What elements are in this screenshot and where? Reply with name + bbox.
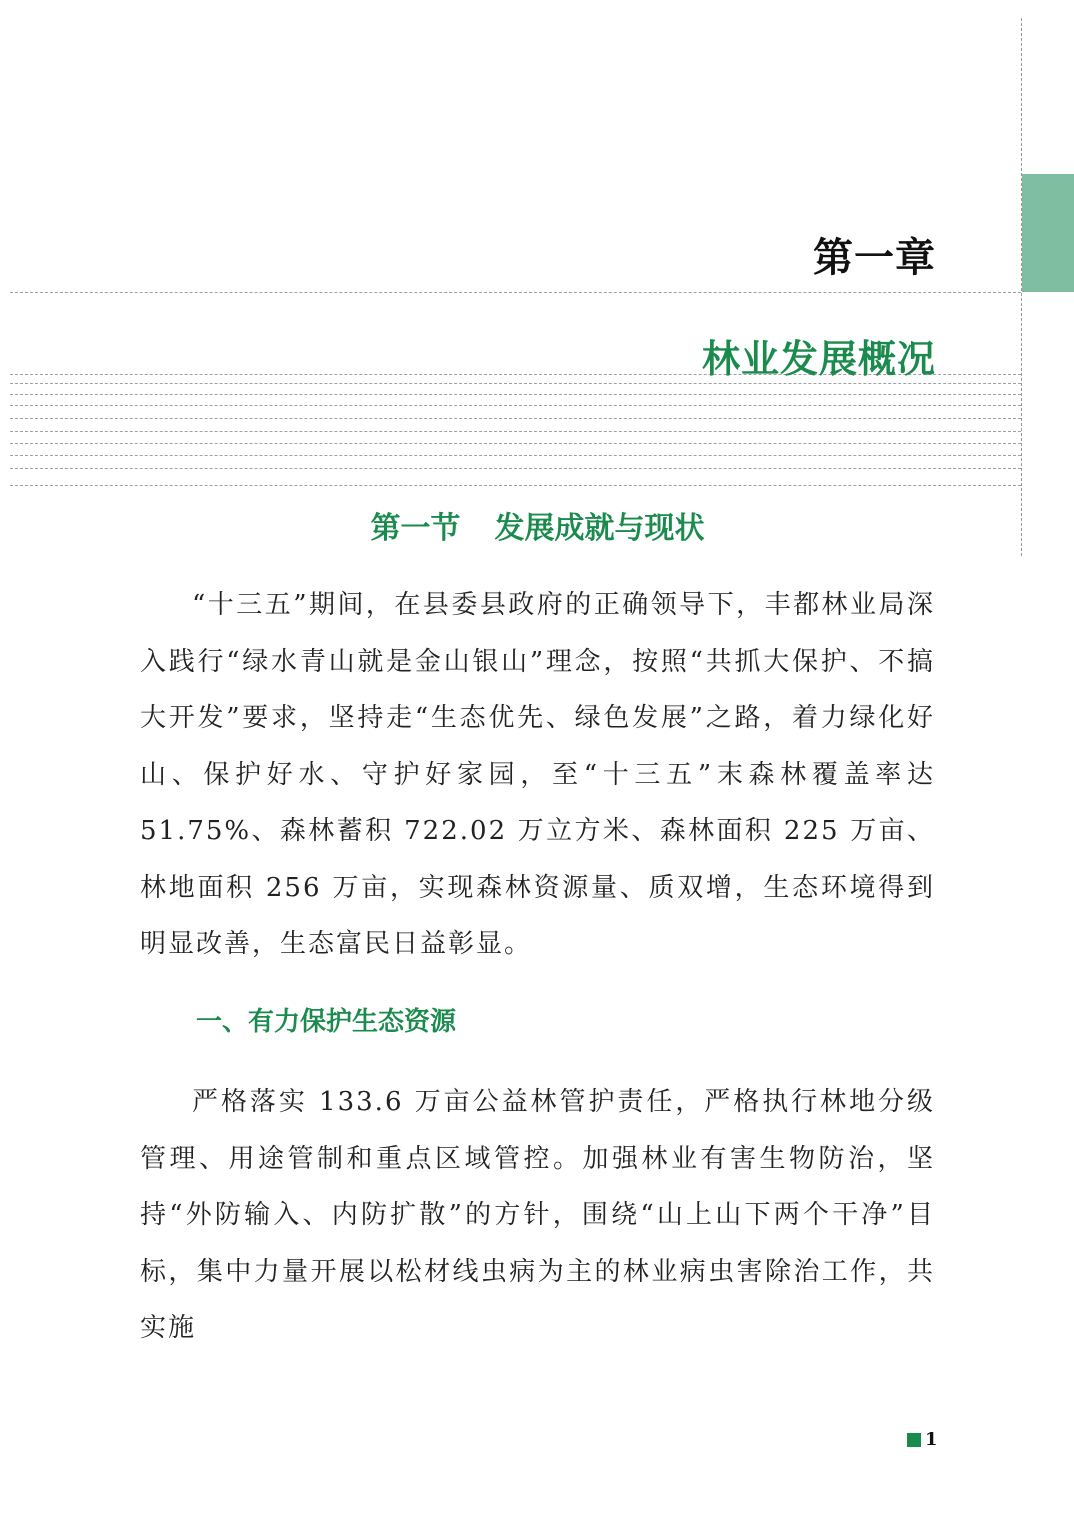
protection-paragraph: 严格落实 133.6 万亩公益林管护责任，严格执行林地分级管理、用途管制和重点区域管控。加强林业有害生物防治，坚持“外防输入、内防扩散”的方针，围绕“山上山下两个干净”目标，集中力量开展以松材线虫病为主的林业病虫害除治工作，共实施 <box>140 1087 935 1343</box>
divider-line <box>10 455 1021 456</box>
intro-paragraph: “十三五”期间，在县委县政府的正确领导下，丰都林业局深入践行“绿水青山就是金山银山”理念，按照“共抓大保护、不搞大开发”要求，坚持走“生态优先、绿色发展”之路，着力绿化好山、保护好水、守护好家园，至“十三五”末森林覆盖率达 51.75%、森林蓄积 722.02 万立方米、森林面积 225 万亩、林地面积 256 万亩，实现森林资源量、质双增，生态环境得到明显改善，生态富民日益彰显。 <box>140 590 935 959</box>
divider-line <box>10 383 1021 384</box>
subsection-heading: 一、有力保护生态资源 <box>196 1007 457 1037</box>
page-number-text: 1 <box>925 1429 938 1450</box>
chapter-title: 林业发展概况 <box>701 337 936 381</box>
section-heading <box>140 503 935 547</box>
page-marker-icon <box>907 1433 921 1447</box>
chapter-number: 第一章 <box>813 235 936 281</box>
divider-line <box>10 485 1021 486</box>
divider-line <box>10 468 1021 469</box>
page-number <box>907 1429 938 1450</box>
divider-line <box>10 418 1021 419</box>
divider-line <box>10 292 1021 293</box>
divider-line <box>10 443 1021 444</box>
section-title: 发展成就与现状 <box>494 511 705 546</box>
divider-line <box>10 405 1021 406</box>
divider-line <box>10 431 1021 432</box>
divider-line <box>10 394 1021 395</box>
chapter-tab-marker <box>1022 174 1074 292</box>
section-number: 第一节 <box>370 511 461 546</box>
